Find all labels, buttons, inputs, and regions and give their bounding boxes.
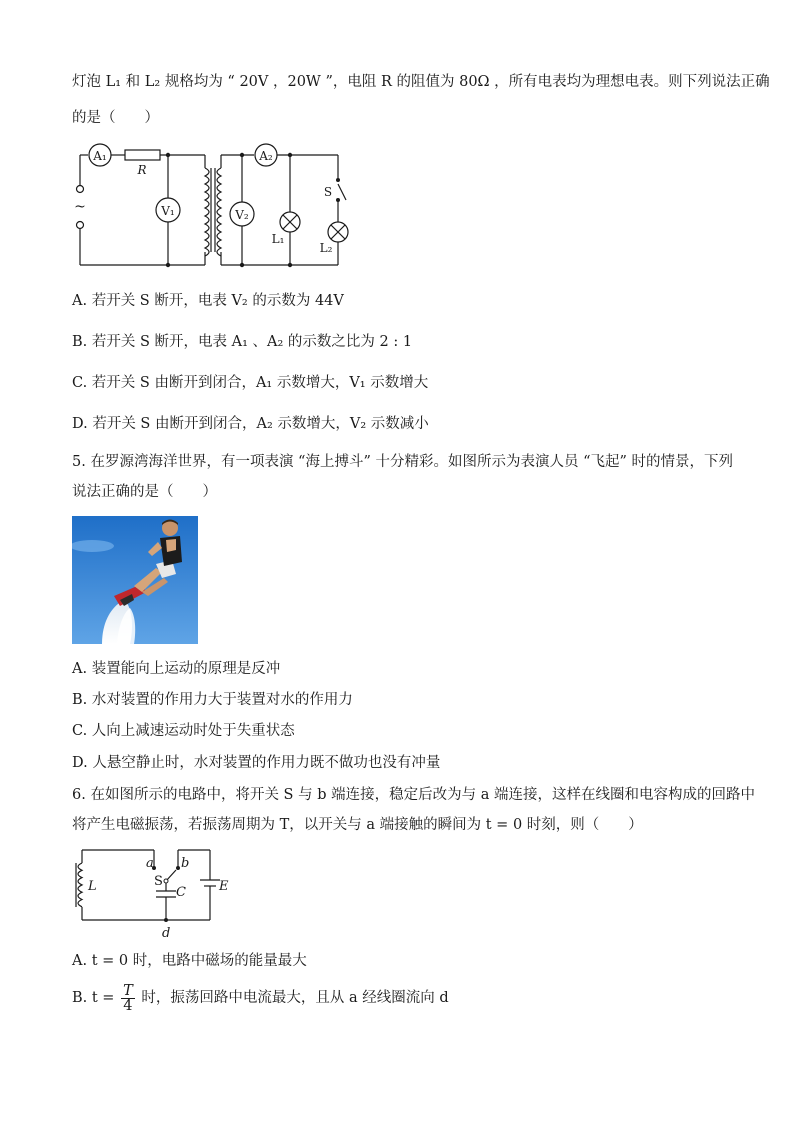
ammeter-a2-label: A₂ bbox=[259, 149, 273, 163]
q4-option-a[interactable]: A. 若开关 S 断开，电表 V₂ 的示数为 44V bbox=[72, 293, 344, 309]
switch-s-label: S bbox=[323, 185, 333, 199]
q6-option-b-suffix: 时，振荡回路中电流最大，且从 a 经线圈流向 d bbox=[141, 990, 449, 1006]
ac-source-symbol: ~ bbox=[74, 199, 86, 215]
voltmeter-v1-label: V₁ bbox=[161, 204, 175, 218]
lamp-l2-label: L₂ bbox=[319, 241, 333, 255]
q5-stem-line2: 说法正确的是（ ） bbox=[72, 484, 217, 500]
terminal-b-label: b bbox=[181, 856, 190, 871]
fraction-numerator: T bbox=[123, 982, 133, 999]
q4-option-b[interactable]: B. 若开关 S 断开，电表 A₁ 、A₂ 的示数之比为 2 : 1 bbox=[72, 334, 413, 350]
q5-option-c[interactable]: C. 人向上减速运动时处于失重状态 bbox=[72, 723, 295, 739]
t-over-4-fraction bbox=[121, 984, 135, 1013]
q6-option-a[interactable]: A. t = 0 时，电路中磁场的能量最大 bbox=[72, 953, 307, 969]
q6-stem-line1: 6. 在如图所示的电路中，将开关 S 与 b 端连接，稳定后改为与 a 端连接，这样在线圈和电容构成的回路中 bbox=[72, 787, 755, 803]
q4-stem-line2: 的是（ ） bbox=[72, 110, 159, 126]
ammeter-a1-label: A₁ bbox=[93, 149, 107, 163]
inductor-l-label: L bbox=[88, 879, 97, 894]
resistor-r-label: R bbox=[137, 163, 147, 177]
flyboard-photo bbox=[72, 516, 198, 644]
q5-option-a[interactable]: A. 装置能向上运动的原理是反冲 bbox=[72, 661, 281, 677]
terminal-a-label: a bbox=[146, 856, 154, 871]
q6-stem-line2: 将产生电磁振荡，若振荡周期为 T，以开关与 a 端接触的瞬间为 t = 0 时刻，则（ ） bbox=[72, 817, 643, 833]
q4-stem-line1: 灯泡 L₁ 和 L₂ 规格均为 “ 20V ，20W ”，电阻 R 的阻值为 80Ω ，所有电表均为理想电表。则下列说法正确 bbox=[72, 74, 770, 90]
battery-e-label: E bbox=[219, 879, 229, 894]
capacitor-c-label: C bbox=[176, 885, 186, 900]
q4-option-d[interactable]: D. 若开关 S 由断开到闭合，A₂ 示数增大，V₂ 示数减小 bbox=[72, 416, 429, 432]
fraction-denominator: 4 bbox=[123, 997, 133, 1014]
switch-s-label-q6: S bbox=[154, 874, 163, 889]
q6-option-b[interactable] bbox=[72, 978, 449, 1018]
q5-option-d[interactable]: D. 人悬空静止时，水对装置的作用力既不做功也没有冲量 bbox=[72, 755, 441, 771]
transformer-circuit-figure bbox=[70, 140, 370, 275]
q5-stem-line1: 5. 在罗源湾海洋世界，有一项表演 “海上搏斗” 十分精彩。如图所示为表演人员 “飞起” 时的情景，下列 bbox=[72, 454, 734, 470]
node-d-label: d bbox=[162, 926, 171, 941]
lamp-l1-label: L₁ bbox=[271, 232, 285, 246]
q5-option-b[interactable]: B. 水对装置的作用力大于装置对水的作用力 bbox=[72, 692, 353, 708]
q6-option-b-prefix: B. t = bbox=[72, 990, 115, 1006]
lc-oscillation-circuit-figure bbox=[70, 845, 240, 943]
voltmeter-v2-label: V₂ bbox=[235, 208, 249, 222]
q4-option-c[interactable]: C. 若开关 S 由断开到闭合，A₁ 示数增大，V₁ 示数增大 bbox=[72, 375, 429, 391]
